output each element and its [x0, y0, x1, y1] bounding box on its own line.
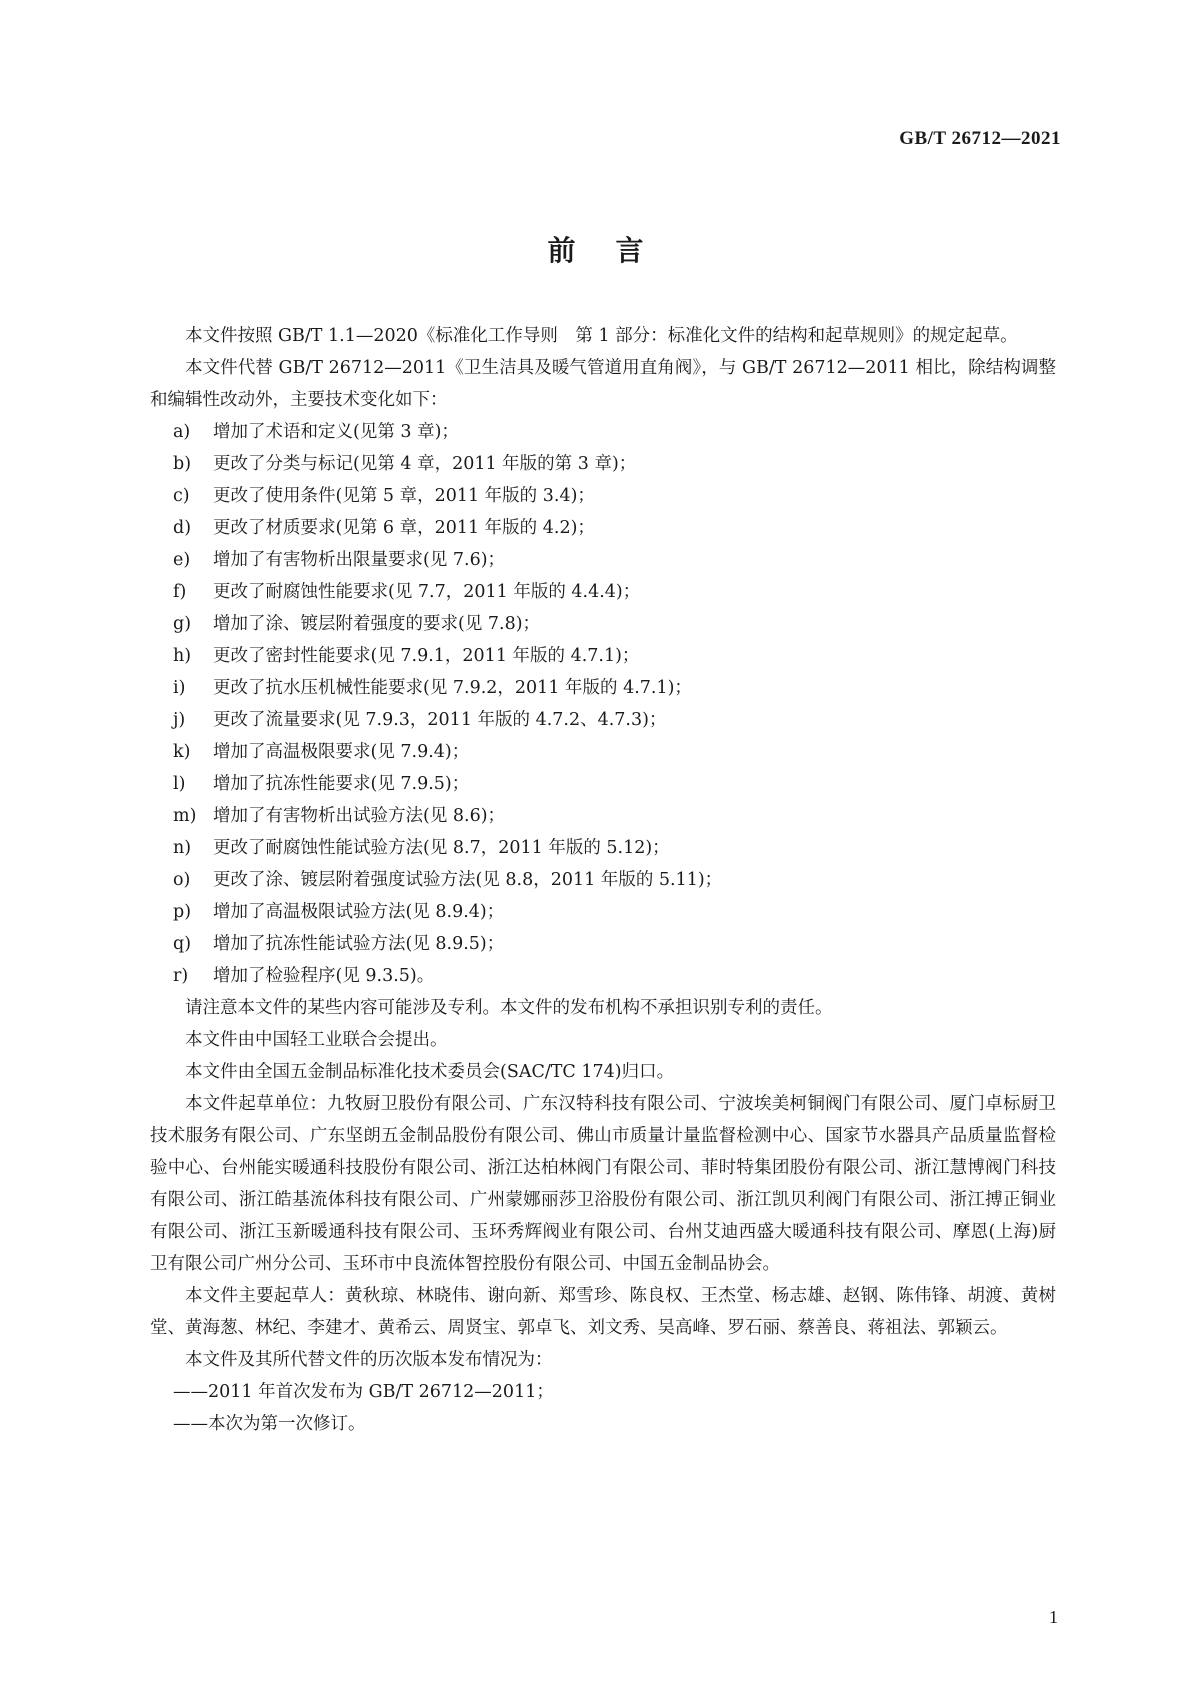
list-item [150, 800, 1056, 832]
paragraph-proposer: 本文件由中国轻工业联合会提出。 [185, 1030, 448, 1050]
list-marker: f) [173, 582, 187, 602]
list-item-text: 增加了抗冻性能要求(见 7.9.5)； [213, 774, 470, 794]
list-item-text: 更改了分类与标记(见第 4 章，2011 年版的第 3 章)； [213, 454, 637, 474]
list-item-text: 更改了耐腐蚀性能试验方法(见 8.7，2011 年版的 5.12)； [213, 838, 670, 858]
paragraph-drafting-units: 本文件起草单位：九牧厨卫股份有限公司、广东汉特科技有限公司、宁波埃美柯铜阀门有限公司、厦门卓标厨卫技术服务有限公司、广东坚朗五金制品股份有限公司、佛山市质量计量监督检测中心、国家节水器具产品质量监督检验中心、台州能实暖通科技股份有限公司、浙江达柏林阀门有限公司、菲时特集团股份有限公司、浙江慧博阀门科技有限公司、浙江皓基流体科技有限公司、广州蒙娜丽莎卫浴股份有限公司、浙江凯贝利阀门有限公司、浙江搏正铜业有限公司、浙江玉新暖通科技有限公司、玉环秀辉阀业有限公司、台州艾迪西盛大暖通科技有限公司、摩恩(上海)厨卫有限公司广州分公司、玉环市中良流体智控股份有限公司、中国五金制品协会。 [150, 1094, 1056, 1274]
list-item [150, 448, 1056, 480]
list-item-text: 增加了高温极限要求(见 7.9.4)； [213, 742, 470, 762]
paragraph-replacement: 本文件代替 GB/T 26712—2011《卫生洁具及暖气管道用直角阀》，与 GB/T 26712—2011 相比，除结构调整和编辑性改动外，主要技术变化如下： [150, 358, 1056, 410]
list-marker: n) [173, 838, 192, 858]
list-marker: l) [173, 774, 186, 794]
list-item [150, 544, 1056, 576]
list-marker: g) [173, 614, 192, 634]
list-item [150, 960, 1056, 992]
list-item [150, 928, 1056, 960]
list-marker: d) [173, 518, 192, 538]
list-item-text: 更改了流量要求(见 7.9.3，2011 年版的 4.7.2、4.7.3)； [213, 710, 667, 730]
list-item [150, 768, 1056, 800]
list-item-text: 增加了高温极限试验方法(见 8.9.4)； [213, 902, 505, 922]
list-marker: a) [173, 422, 191, 442]
list-marker: q) [173, 934, 192, 954]
list-item-text: 增加了有害物析出限量要求(见 7.6)； [213, 550, 506, 570]
list-marker: j) [173, 710, 186, 730]
paragraph-committee: 本文件由全国五金制品标准化技术委员会(SAC/TC 174)归口。 [185, 1062, 675, 1082]
list-marker: m) [173, 806, 197, 826]
list-marker: h) [173, 646, 192, 666]
list-marker: o) [173, 870, 191, 890]
list-marker: c) [173, 486, 190, 506]
list-item [150, 896, 1056, 928]
list-marker: b) [173, 454, 192, 474]
list-item [150, 864, 1056, 896]
list-item [150, 736, 1056, 768]
list-item [150, 576, 1056, 608]
list-item [150, 512, 1056, 544]
list-item-text: 更改了材质要求(见第 6 章，2011 年版的 4.2)； [213, 518, 595, 538]
standard-code: GB/T 26712—2021 [899, 128, 1061, 149]
page-number: 1 [1049, 1607, 1058, 1627]
list-item-text: 增加了有害物析出试验方法(见 8.6)； [213, 806, 506, 826]
list-item-text: 更改了涂、镀层附着强度试验方法(见 8.8，2011 年版的 5.11)； [213, 870, 723, 890]
paragraph-drafters: 本文件主要起草人：黄秋琼、林晓伟、谢向新、郑雪珍、陈良权、王杰堂、杨志雄、赵钢、陈伟锋、胡渡、黄树堂、黄海葱、林纪、李建才、黄希云、周贤宝、郭卓飞、刘文秀、吴高峰、罗石丽、蔡善良、蒋祖法、郭颖云。 [150, 1286, 1056, 1338]
list-item [150, 480, 1056, 512]
list-item [150, 608, 1056, 640]
list-item [150, 672, 1056, 704]
list-marker: i) [173, 678, 186, 698]
paragraph-patent-notice: 请注意本文件的某些内容可能涉及专利。本文件的发布机构不承担识别专利的责任。 [185, 998, 833, 1018]
list-marker: r) [173, 966, 189, 986]
list-item-text: 更改了密封性能要求(见 7.9.1，2011 年版的 4.7.1)； [213, 646, 640, 666]
list-marker: k) [173, 742, 191, 762]
list-item [150, 832, 1056, 864]
list-item-text: 增加了涂、镀层附着强度的要求(见 7.8)； [213, 614, 541, 634]
list-item-text: 更改了耐腐蚀性能要求(见 7.7，2011 年版的 4.4.4)； [213, 582, 641, 602]
list-item [150, 416, 1056, 448]
list-marker: e) [173, 550, 191, 570]
list-item-text: 增加了检验程序(见 9.3.5)。 [213, 966, 435, 986]
list-item-text: 更改了使用条件(见第 5 章，2011 年版的 3.4)； [213, 486, 595, 506]
list-marker: p) [173, 902, 192, 922]
list-item-text: 更改了抗水压机械性能要求(见 7.9.2，2011 年版的 4.7.1)； [213, 678, 692, 698]
paragraph-drafting-rules: 本文件按照 GB/T 1.1—2020《标准化工作导则 第 1 部分：标准化文件的结构和起草规则》的规定起草。 [185, 326, 1018, 346]
list-item-text: 增加了术语和定义(见第 3 章)； [213, 422, 459, 442]
page-title: 前言 [547, 234, 684, 267]
foreword-body [150, 320, 1056, 1440]
history-item: ——2011 年首次发布为 GB/T 26712—2011； [173, 1382, 554, 1402]
technical-changes-list [150, 416, 1056, 992]
list-item-text: 增加了抗冻性能试验方法(见 8.9.5)； [213, 934, 505, 954]
list-item [150, 640, 1056, 672]
list-item [150, 704, 1056, 736]
paragraph-history-intro: 本文件及其所代替文件的历次版本发布情况为： [185, 1350, 553, 1370]
history-item: ——本次为第一次修订。 [173, 1414, 366, 1434]
